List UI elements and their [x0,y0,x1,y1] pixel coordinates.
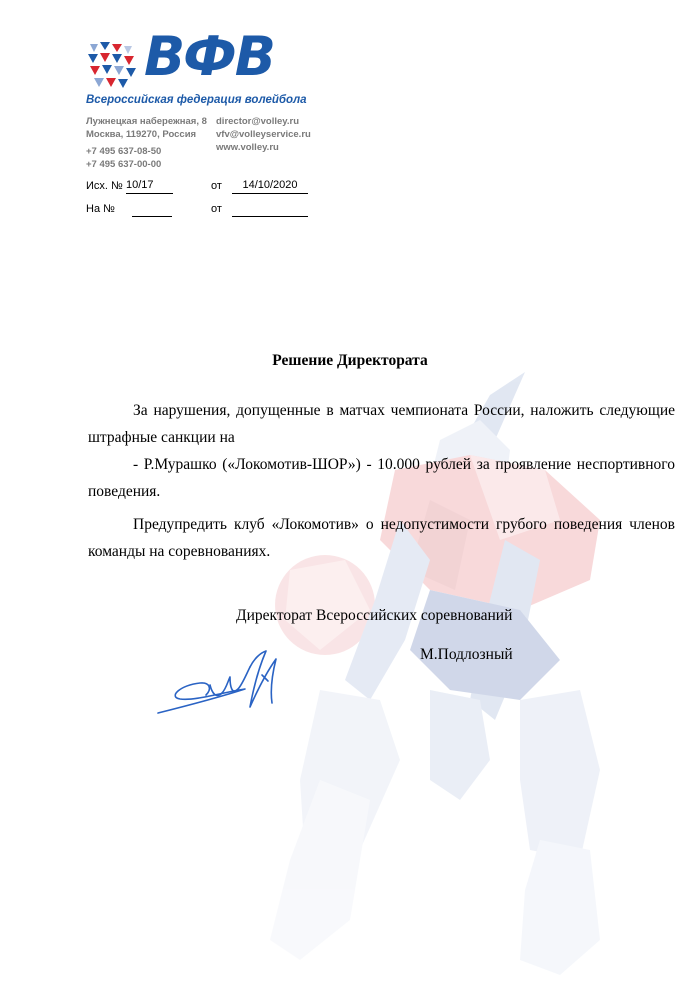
paragraph-warning: Предупредить клуб «Локомотив» о недопустимости грубого поведения членов команды на соревнованиях. [88,516,675,560]
incoming-number-value [132,202,172,217]
paragraph-sanctions: За нарушения, допущенные в матчах чемпионата России, наложить следующие штрафные санкции на [88,402,675,446]
incoming-date-value [232,202,308,217]
email-director: director@volley.ru [216,116,299,127]
address-line-2: Москва, 119270, Россия [86,129,197,140]
signer-name: М.Подлозный [420,646,513,663]
website: www.volley.ru [216,142,279,153]
phone-1: +7 495 637-08-50 [86,146,162,157]
organization-name: Всероссийская федерация волейбола [86,94,307,106]
logo-wordmark: ВФВ [144,25,274,88]
outgoing-number-label: Исх. № [86,180,123,192]
handwritten-signature [150,645,300,720]
address-line-1: Лужнецкая набережная, 8 [86,116,207,127]
outgoing-date-value: 14/10/2020 [232,179,308,194]
incoming-date-label: от [211,203,222,215]
paragraph-penalty-item: - Р.Мурашко («Локомотив-ШОР») - 10.000 рублей за проявление неспортивного поведения. [88,456,675,500]
outgoing-date-label: от [211,180,222,192]
outgoing-number-value: 10/17 [126,179,173,194]
phone-2: +7 495 637-00-00 [86,159,162,170]
document-title: Решение Директората [272,352,428,369]
email-vfv: vfv@volleyservice.ru [216,129,311,140]
vfv-logo-icon [86,38,142,94]
signatory-title: Директорат Всероссийских соревнований [236,607,513,624]
incoming-number-label: На № [86,203,115,215]
